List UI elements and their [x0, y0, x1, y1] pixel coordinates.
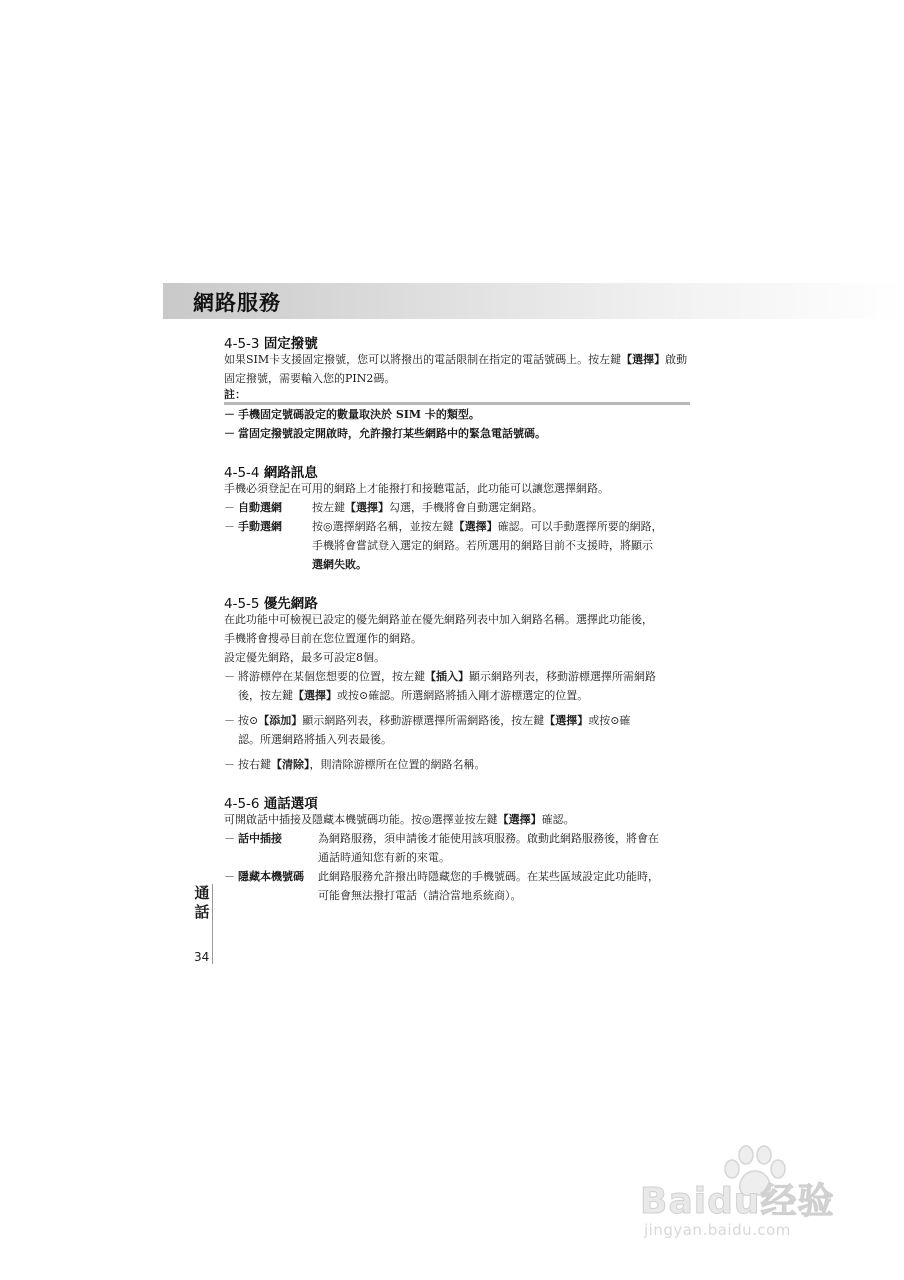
heading-4-5-6: 4-5-6 通話選項: [224, 796, 318, 812]
paragraph-preferred-3: 設定優先網路，最多可設定8個。: [224, 651, 385, 664]
note-item: － 當固定撥號設定開啟時，允許撥打某些網路中的緊急電話號碼。: [224, 427, 546, 440]
content: [224, 332, 690, 905]
note-label: 註：: [224, 388, 246, 401]
paragraph-preferred-2: 手機將會搜尋目前在您位置運作的網路。: [224, 632, 422, 645]
list-item-add: － 按⊙【添加】顯示網路列表，移動游標選擇所需網路後，按左鍵【選擇】或按⊙確 認。所選網路將插入列表最後。: [224, 714, 631, 746]
watermark-url: jingyan.baidu.com: [644, 1221, 791, 1239]
definition-hide-number: － 隱藏本機號碼 此網路服務允許撥出時隱藏您的手機號碼。在某些區域設定此功能時， 可能會無法撥打電話（請洽當地系統商）。: [224, 870, 659, 902]
list-item-insert: － 將游標停在某個您想要的位置，按左鍵【插入】顯示網路列表，移動游標選擇所需網路 後，按左鍵【選擇】或按⊙確認。所選網路將插入剛才游標選定的位置。: [224, 670, 656, 702]
paragraph-network-info: 手機必須登記在可用的網路上才能撥打和接聽電話，此功能可以讓您選擇網路。: [224, 482, 609, 495]
heading-4-5-5: 4-5-5 優先網路: [224, 596, 318, 612]
heading-4-5-3: 4-5-3 固定撥號: [224, 336, 318, 352]
page-title: 網路服務: [193, 291, 281, 315]
watermark-brand: Baidu经验: [640, 1181, 835, 1222]
watermark: [640, 1145, 880, 1250]
note-item: － 手機固定號碼設定的數量取決於 SIM 卡的類型。: [224, 408, 480, 421]
definition-manual-select: － 手動選網 按◎選擇網路名稱，並按左鍵【選擇】確認。可以手動選擇所要的網路， 手機將會嘗試登入選定的網路。若所選用的網路目前不支援時，將顯示 選網失敗。: [224, 520, 663, 571]
list-item-clear: － 按右鍵【清除】，則清除游標所在位置的網路名稱。: [224, 758, 486, 771]
section-banner: [163, 283, 904, 319]
definition-call-waiting: － 話中插接 為網路服務，須申請後才能使用該項服務。啟動此網路服務後，將會在 通話時通知您有新的來電。: [224, 832, 659, 864]
paragraph-fixed-dial: 如果SIM卡支援固定撥號，您可以將撥出的電話限制在指定的電話號碼上。按左鍵【選擇】啟動固定撥號，需要輸入您的PIN2碼。: [224, 353, 688, 385]
heading-4-5-4: 4-5-4 網路訊息: [224, 465, 318, 481]
chapter-tab: 通 話: [194, 884, 210, 921]
paragraph-preferred-1: 在此功能中可檢視已設定的優先網路並在優先網路列表中加入網路名稱。選擇此功能後，: [224, 613, 653, 626]
chapter-tab-rule: [212, 884, 213, 964]
paragraph-call-options: 可開啟話中插接及隱藏本機號碼功能。按◎選擇並按左鍵【選擇】確認。: [224, 813, 575, 826]
page-number: 34: [194, 950, 210, 964]
definition-auto-select: － 自動選網 按左鍵【選擇】勾選，手機將會自動選定網路。: [224, 501, 543, 514]
